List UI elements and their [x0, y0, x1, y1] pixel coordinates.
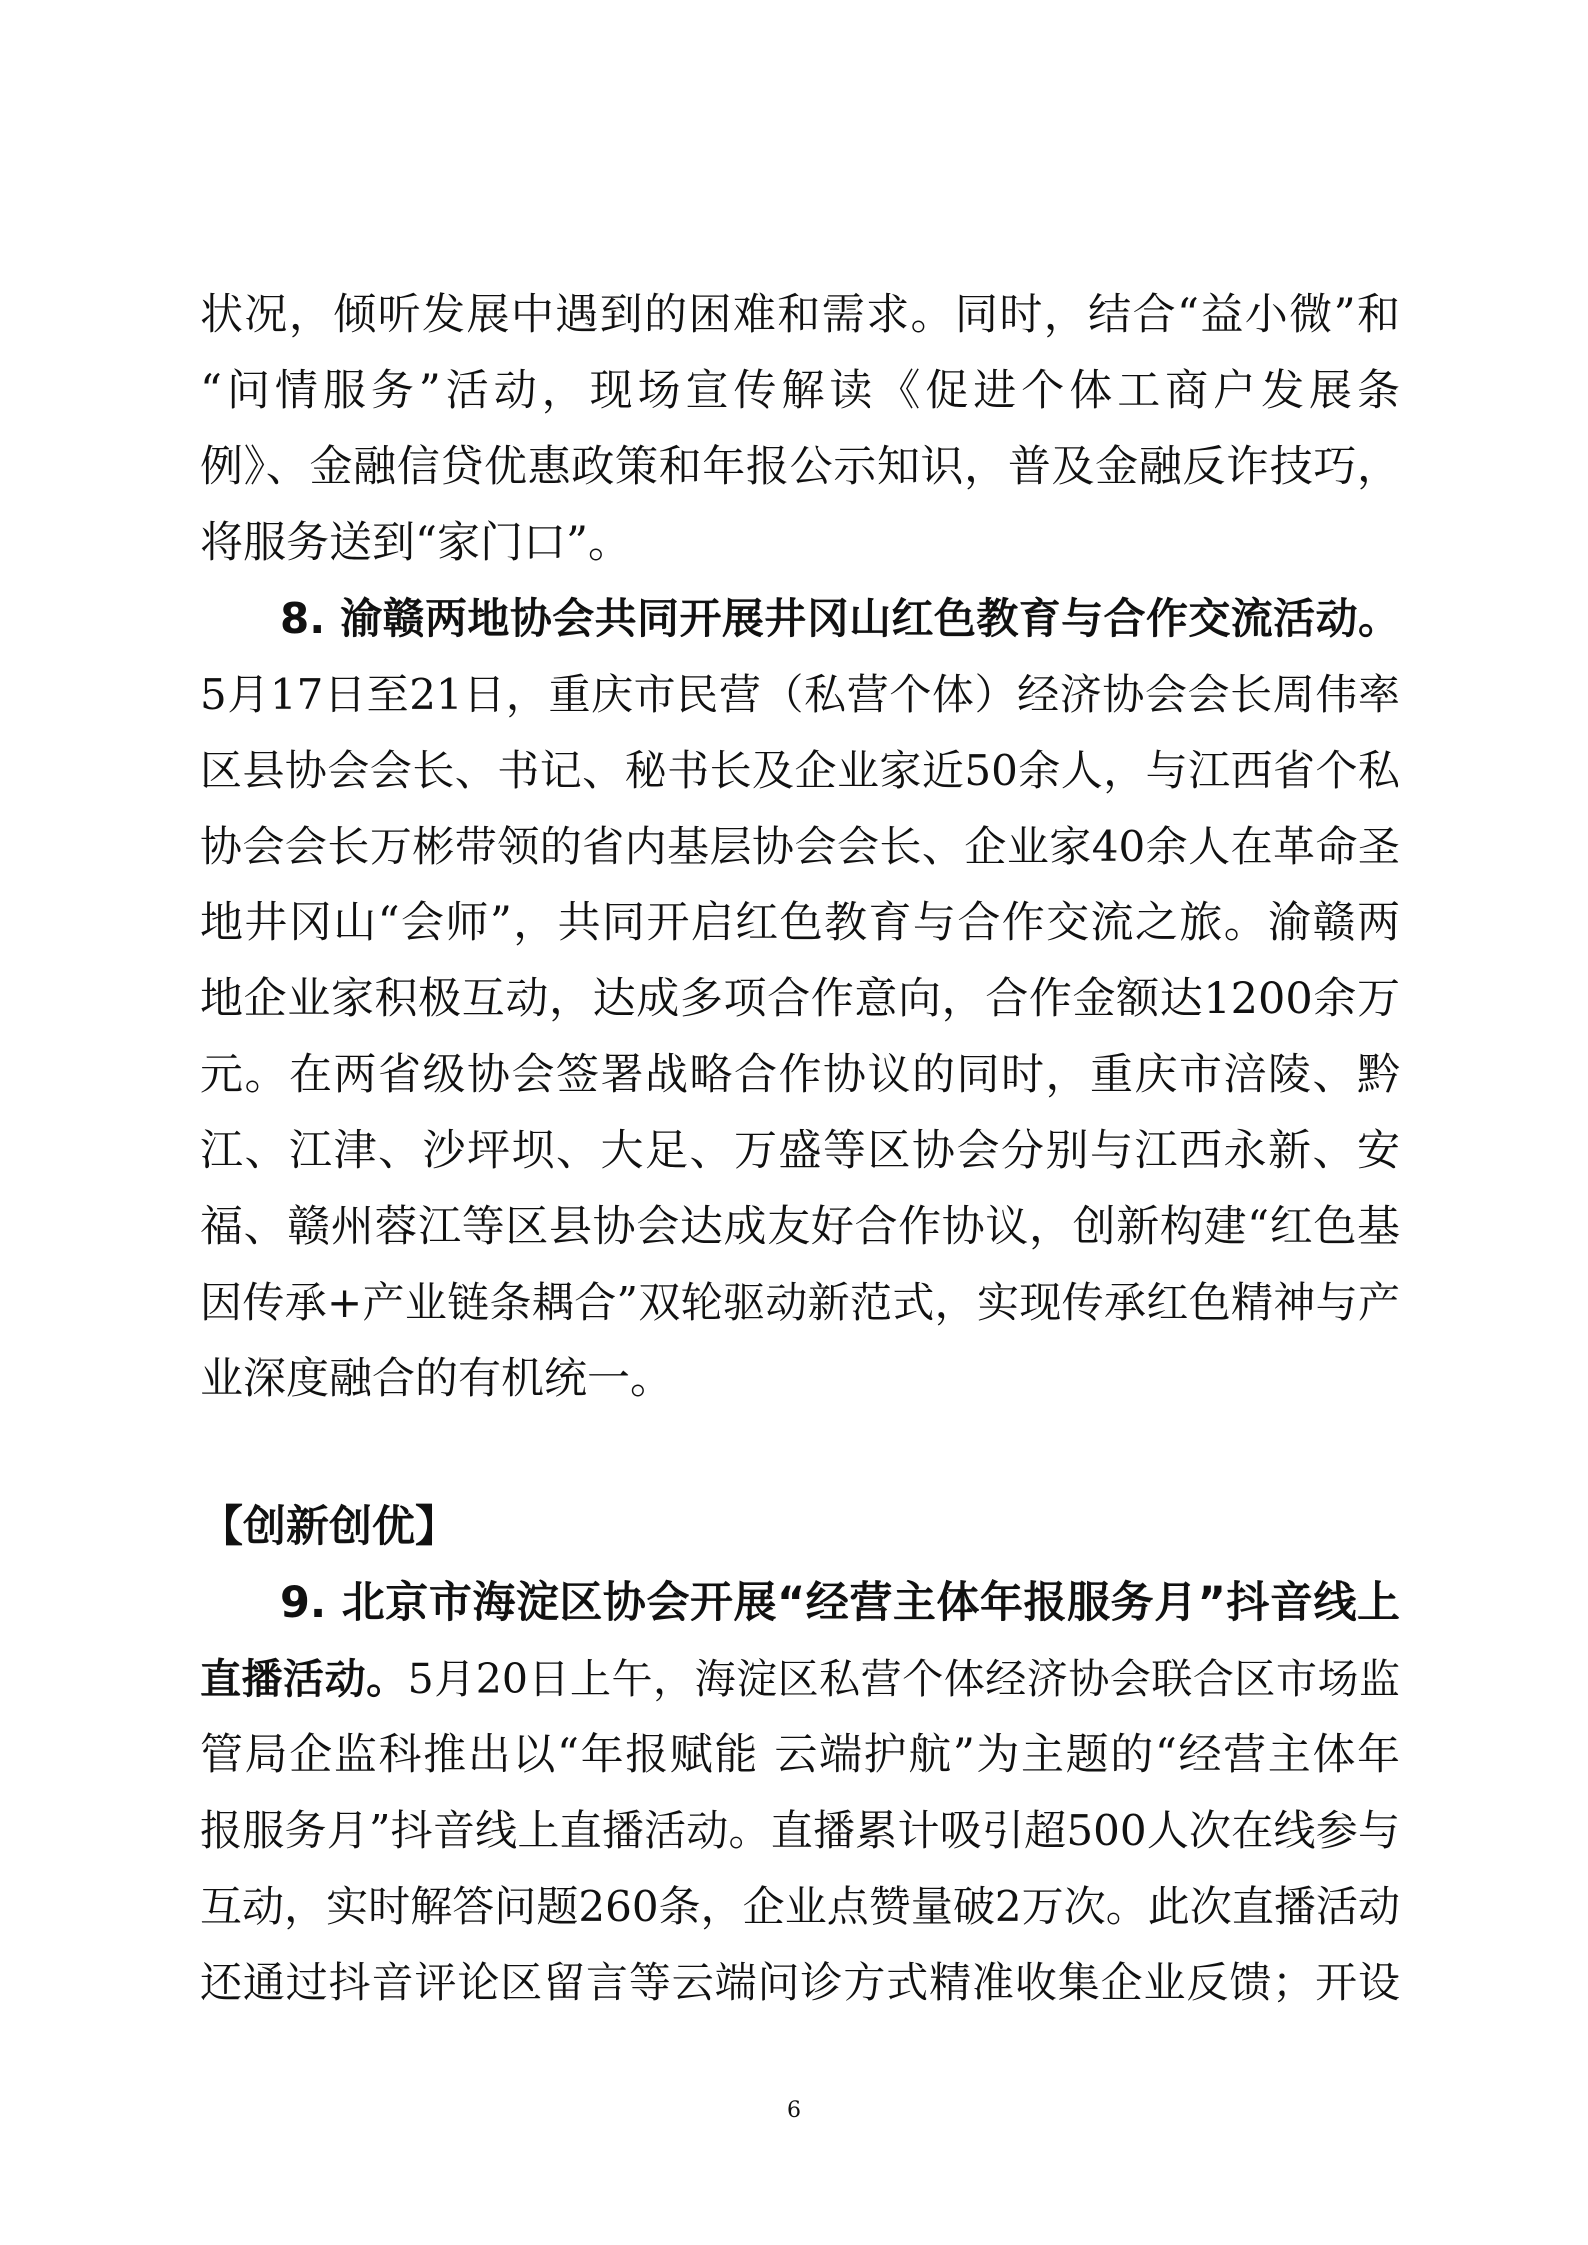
item-8-line-6: 元。在两省级协会签署战略合作协议的同时，重庆市涪陵、黔 — [200, 1050, 1400, 1100]
section-heading: 【创新创优】 — [200, 1502, 458, 1552]
intro-line-1: 状况，倾听发展中遇到的困难和需求。同时，结合“益小微”和 — [200, 290, 1400, 340]
item-8-line-7: 江、江津、沙坪坝、大足、万盛等区协会分别与江西永新、安 — [200, 1126, 1400, 1176]
item-9-line-1 — [200, 1649, 1400, 1709]
page-number: 6 — [787, 2098, 801, 2123]
item-9-line-4: 互动，实时解答问题260条，企业点赞量破2万次。此次直播活动 — [200, 1882, 1400, 1931]
item-8-line-2: 区县协会会长、书记、秘书长及企业家近50余人，与江西省个私 — [200, 746, 1400, 795]
intro-line-3: 例》、金融信贷优惠政策和年报公示知识，普及金融反诈技巧， — [200, 442, 1400, 492]
item-8-title: 8. 渝赣两地协会共同开展井冈山红色教育与合作交流活动。 — [280, 594, 1400, 643]
item-9-line-3: 报服务月”抖音线上直播活动。直播累计吸引超500人次在线参与 — [200, 1806, 1400, 1855]
item-9-line-1-text: 5月20日上午，海淀区私营个体经济协会联合区市场监 — [407, 1655, 1400, 1703]
intro-line-4: 将服务送到“家门口”。 — [200, 518, 631, 568]
item-8-line-4: 地井冈山“会师”，共同开启红色教育与合作交流之旅。渝赣两 — [200, 898, 1400, 948]
item-8-line-8: 福、赣州蓉江等区县协会达成友好合作协议，创新构建“红色基 — [200, 1202, 1400, 1252]
item-8-line-3: 协会会长万彬带领的省内基层协会会长、企业家40余人在革命圣 — [200, 822, 1400, 871]
item-8-line-10: 业深度融合的有机统一。 — [200, 1354, 673, 1404]
item-9-line-2: 管局企监科推出以“年报赋能 云端护航”为主题的“经营主体年 — [200, 1730, 1400, 1780]
item-8-line-5: 地企业家积极互动，达成多项合作意向，合作金额达1200余万 — [200, 974, 1400, 1024]
item-8-line-9: 因传承+产业链条耦合”双轮驱动新范式，实现传承红色精神与产 — [200, 1278, 1400, 1327]
item-9-title: 9. 北京市海淀区协会开展“经营主体年报服务月”抖音线上 — [280, 1578, 1400, 1628]
intro-line-2: “问情服务”活动，现场宣传解读《促进个体工商户发展条 — [200, 366, 1400, 416]
item-8-line-1: 5月17日至21日，重庆市民营（私营个体）经济协会会长周伟率 — [200, 670, 1400, 719]
item-9-title-continued: 直播活动。 — [200, 1655, 408, 1703]
item-9-line-5: 还通过抖音评论区留言等云端问诊方式精准收集企业反馈；开设 — [200, 1958, 1400, 2007]
